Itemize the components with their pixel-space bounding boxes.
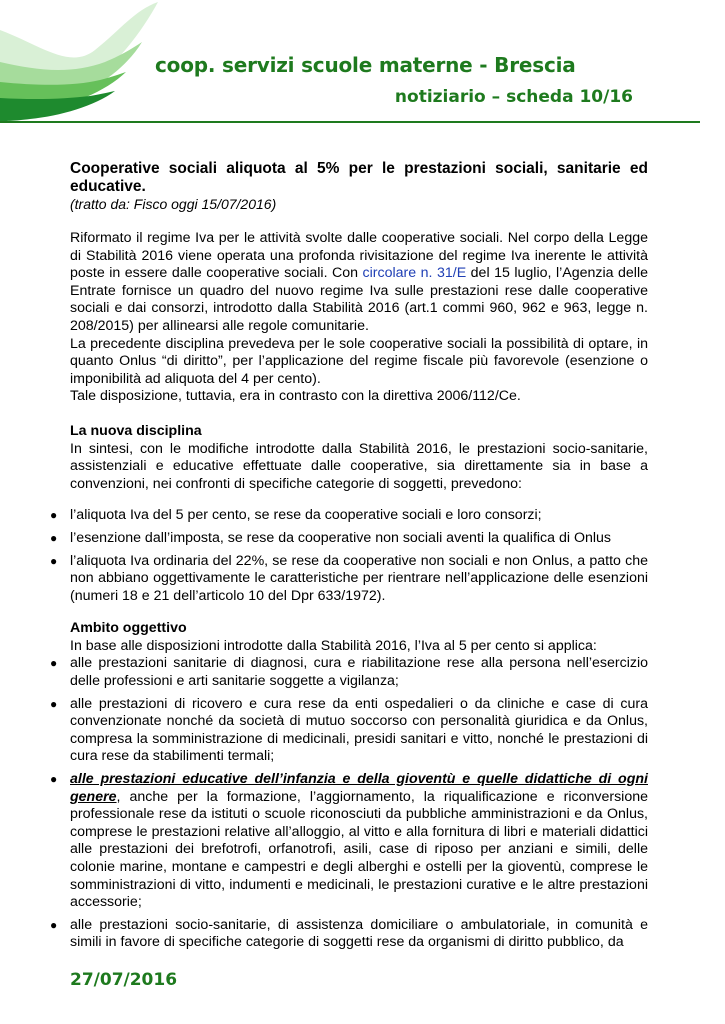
article-source: (tratto da: Fisco oggi 15/07/2016): [70, 196, 277, 212]
list-item: [50, 771, 648, 912]
intro-text-2: del 15 luglio, l’Agenzia delle Entrate fornisce un quadro del nuovo regime Iva sulle prestazioni rese dalle cooperative sociali e dai consorzi, introdotto dalla Stabilità 2016 (art.1 commi 960, 962 e 963, legge n. 208/2015) per allinearsi alle regole comunitarie.: [70, 265, 648, 334]
leaf-logo-icon: [0, 0, 160, 125]
list-item-text: l’aliquota Iva ordinaria del 22%, se rese da cooperative non sociali e non Onlus, a patto che non abbiano oggettivamente le caratteristiche per rientrare nell’applicazione delle esenzioni (numeri 18 e 21 dell’articolo 10 del Dpr 633/1972).: [70, 552, 648, 604]
list-item-text: l’aliquota Iva del 5 per cento, se rese da cooperative sociali e loro consorzi;: [70, 507, 542, 524]
header-title: coop. servizi scuole materne - Brescia: [155, 53, 576, 77]
list-item: [50, 655, 648, 690]
list-item-text: alle prestazioni socio-sanitarie, di assistenza domiciliare o ambulatoriale, in comunità e simili in favore di specifiche categorie di soggetti rese da organismi di diritto pubblico, da: [70, 916, 648, 951]
article-title: Cooperative sociali aliquota al 5% per le prestazioni sociali, sanitarie ed educative.: [70, 160, 648, 195]
list-item: [50, 529, 648, 548]
bullet-icon: ●: [50, 917, 58, 932]
previous-rules-paragraph: La precedente disciplina prevedeva per le sole cooperative sociali la possibilità di optare, in quanto Onlus “di diritto”, per l’applicazione del regime fiscale più favorevole (esenzione o imponibilità ad aliquota del 4 per cento).: [70, 335, 648, 387]
section-heading-new-rules: La nuova disciplina: [70, 422, 202, 439]
intro-text-1: Riformato il regime Iva per le attività svolte dalle cooperative sociali. Nel corpo della Legge di Stabilità 2016 viene operata una profonda rivisitazione del regime Iva inerente le attività poste in essere dalle cooperative sociali. Con: [70, 230, 648, 282]
bullet-icon: ●: [50, 553, 58, 568]
bullet-icon: ●: [50, 696, 58, 711]
bullet-icon: ●: [50, 530, 58, 545]
bullet-icon: ●: [50, 772, 58, 787]
list-item-text: alle prestazioni sanitarie di diagnosi, cura e riabilitazione rese alla persona nell’esercizio delle professioni e arti sanitarie soggette a vigilanza;: [70, 655, 648, 690]
list-item: [50, 916, 648, 952]
new-rules-list: [50, 507, 648, 605]
footer-date: 27/07/2016: [70, 970, 178, 990]
header-divider: [0, 121, 700, 123]
scope-list: [50, 655, 648, 952]
scope-paragraph: In base alle disposizioni introdotte dalla Stabilità 2016, l’Iva al 5 per cento si applica:: [70, 637, 597, 654]
new-rules-paragraph: In sintesi, con le modifiche introdotte dalla Stabilità 2016, le prestazioni socio-sanitarie, assistenziali e educative effettuate dalle cooperative, sia direttamente sia in base a convenzioni, nei confronti di specifiche categorie di soggetti, prevedono:: [70, 440, 648, 492]
article-body: [50, 160, 648, 957]
list-item-text: l’esenzione dall’imposta, se rese da cooperative non sociali aventi la qualifica di Onlus: [70, 529, 612, 546]
intro-paragraph: [70, 230, 648, 336]
list-item-text: alle prestazioni di ricovero e cura rese da enti ospedalieri o da cliniche e case di cura convenzionate nonché da società di mutuo soccorso con personalità giuridica e da Onlus, compresa la somministrazione di medicinali, presidi sanitari e vitto, nonché le prestazioni di cura rese da stabilimenti termali;: [70, 695, 648, 765]
list-item-text: , anche per la formazione, l’aggiornamento, la riqualificazione e riconversione professionale rese da istituti o scuole riconosciuti da pubbliche amministrazioni e da Onlus, comprese le prestazioni relative all’alloggio, al vitto e alla fornitura di libri e materiali didattici alle prestazioni dei brefotrofi, orfanotrofi, asili, case di riposo per anziani e simili, delle colonie marine, montane e campestri e degli alberghi e ostelli per la gioventù, comprese le somministrazioni di vitto, indumenti e medicinali, le prestazioni curative e le altre prestazioni accessorie;: [70, 788, 648, 911]
section-heading-scope: Ambito oggettivo: [70, 620, 187, 637]
list-item: [50, 507, 648, 525]
bullet-icon: ●: [50, 656, 58, 671]
list-item: [50, 552, 648, 606]
list-item: [50, 695, 648, 766]
header-subtitle: notiziario – scheda 10/16: [394, 87, 633, 107]
bullet-icon: ●: [50, 508, 58, 523]
circolare-link[interactable]: circolare n. 31/E: [362, 265, 467, 282]
emphasized-text: alle prestazioni educative dell’infanzia e della gioventù e quelle didattiche di ogni genere: [70, 771, 648, 805]
directive-paragraph: Tale disposizione, tuttavia, era in contrasto con la direttiva 2006/112/Ce.: [70, 388, 521, 405]
